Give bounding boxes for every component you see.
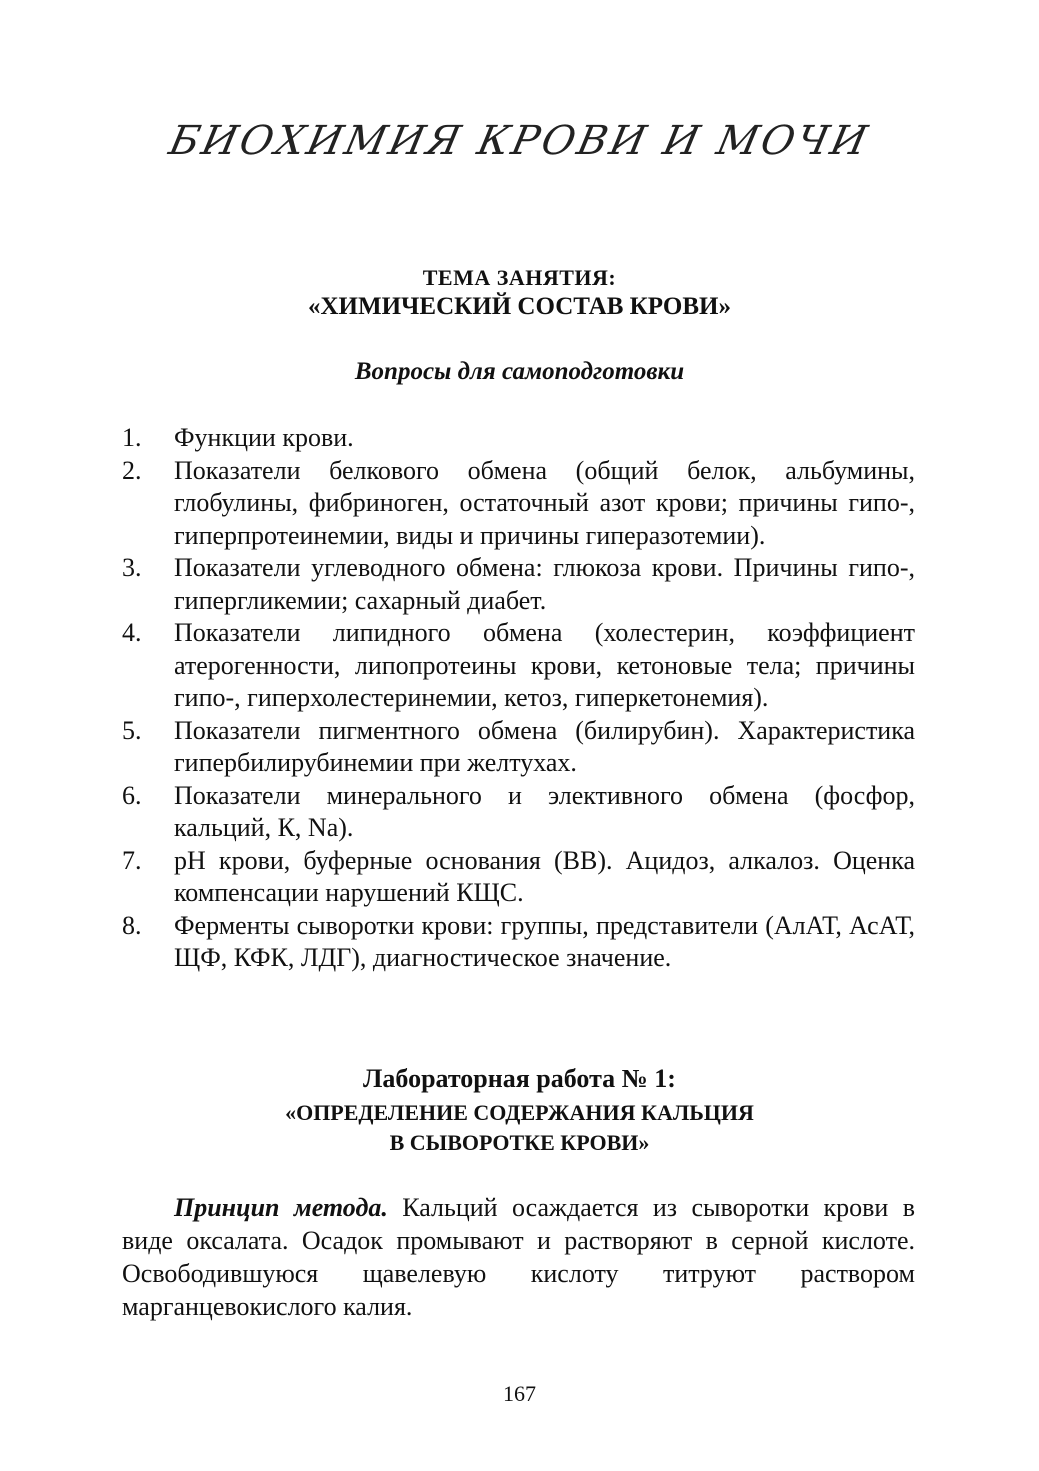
questions-list (122, 422, 915, 975)
question-item (122, 455, 915, 553)
question-text: pH крови, буферные основания (ВВ). Ацидоз, алкалоз. Оценка компенсации нарушений КЩС. (174, 845, 915, 907)
question-text: Функции крови. (174, 423, 354, 452)
question-item (122, 780, 915, 845)
question-number: 1. (122, 423, 142, 452)
question-number: 6. (122, 780, 142, 810)
method-principle-paragraph (122, 1191, 915, 1323)
question-number: 8. (122, 910, 142, 940)
page-number: 167 (503, 1381, 536, 1406)
question-item (122, 552, 915, 617)
topic-name: «ХИМИЧЕСКИЙ СОСТАВ КРОВИ» (308, 293, 731, 320)
question-number: 4. (122, 618, 142, 647)
question-text: Показатели белкового обмена (общий белок, альбумины, глобулины, фибриноген, остаточный азот крови; причины гипо-, гиперпротеинемии, виды и причины гиперазотемии). (174, 455, 915, 550)
question-text: Показатели пигментного обмена (билирубин). Характеристика гипербилирубинемии при желтухах. (174, 715, 915, 777)
question-text: Показатели липидного обмена (холестерин, коэффициент атерогенности, липопротеины крови, кетоновые тела; причины гипо-, гиперхолестеринемии, кетоз, гиперкетонемия). (174, 618, 915, 712)
questions-heading: Вопросы для самоподготовки (354, 358, 685, 385)
question-number: 3. (122, 553, 142, 582)
question-item (122, 617, 915, 715)
question-number: 5. (122, 715, 142, 745)
question-item (122, 910, 915, 975)
question-item (122, 422, 915, 455)
question-text: Ферменты сыворотки крови: группы, представители (АлАТ, АсАТ, ЩФ, КФК, ЛДГ), диагностическое значение. (174, 910, 915, 972)
question-number: 2. (122, 455, 142, 485)
question-number: 7. (122, 845, 142, 875)
topic-label: ТЕМА ЗАНЯТИЯ: (422, 265, 617, 290)
chapter-title: БИОХИМИЯ КРОВИ И МОЧИ (165, 118, 874, 164)
method-principle-text: Кальций осаждается из сыворотки крови в виде оксалата. Осадок промывают и растворяют в серной кислоте. Освободившуюся щавелевую кислоту титруют раствором марганцевокислого калия. (122, 1193, 915, 1321)
lab-work-title: Лабораторная работа № 1: (363, 1064, 676, 1093)
question-item (122, 715, 915, 780)
question-text: Показатели минерального и элективного обмена (фосфор, кальций, К, Na). (174, 780, 915, 842)
lab-work-subtitle-line1: «ОПРЕДЕЛЕНИЕ СОДЕРЖАНИЯ КАЛЬЦИЯ (285, 1100, 754, 1125)
method-principle-lead: Принцип метода. (174, 1193, 388, 1222)
question-item (122, 845, 915, 910)
lab-work-subtitle-line2: В СЫВОРОТКЕ КРОВИ» (389, 1130, 650, 1155)
question-text: Показатели углеводного обмена: глюкоза крови. Причины гипо-, гипергликемии; сахарный диабет. (174, 553, 915, 615)
